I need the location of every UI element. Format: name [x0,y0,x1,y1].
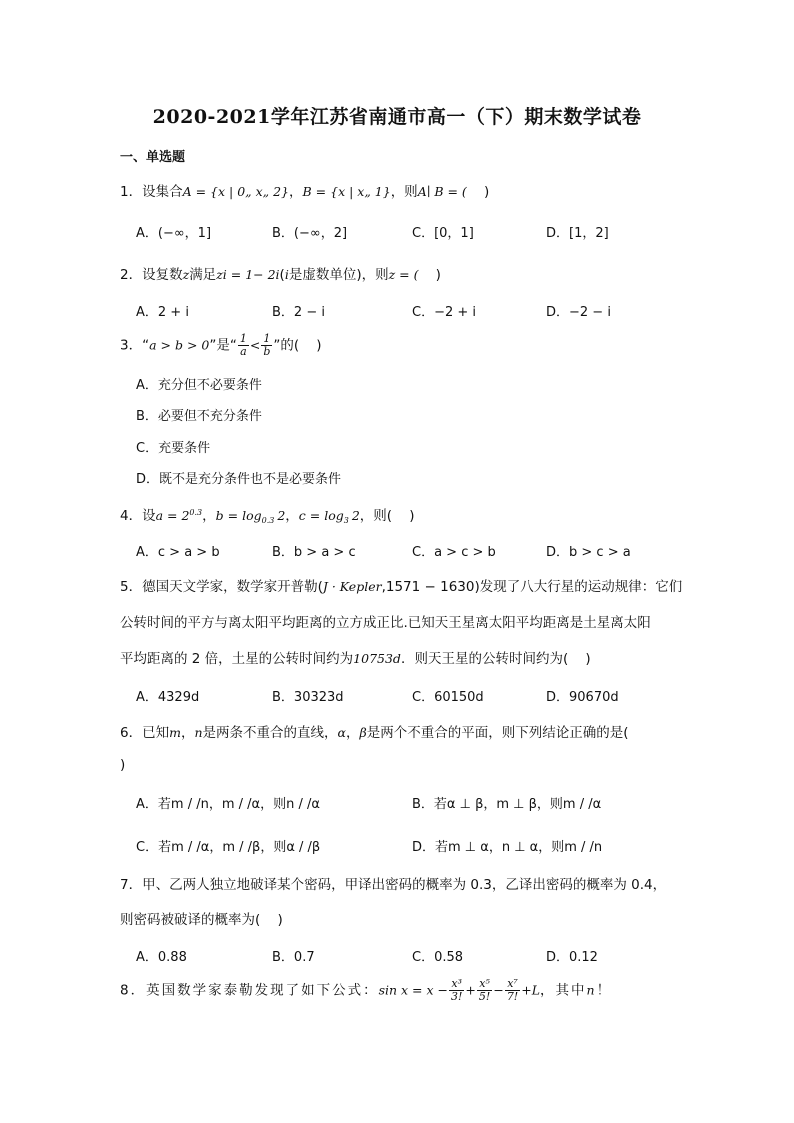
q6-comma-2: ， [345,725,360,741]
q5-period: 10753d [353,651,401,666]
q2-stem-d: 是虚数单位)，则 [288,267,389,283]
q5-line1-a: 5．德国天文学家，数学家开普勒( [120,579,323,595]
q2-option-b: B．2 − i [272,305,325,320]
q3-prefix: 3．“ [120,337,150,354]
q8-t1-den: 3! [451,990,463,1003]
q4-option-d: D．b > c > a [546,545,631,560]
q8-plus: + [465,982,476,998]
q4-b-base: 0.3 [261,516,275,525]
q5-line1-b: ,1571 − 1630)发现了八大行星的运动规律：它们 [381,579,683,595]
q3-option-a: A．充分但不必要条件 [136,378,262,393]
q1-comma: ， [289,184,303,200]
q6-option-a: A．若m / /n，m / /α，则n / /α [136,797,320,812]
q1-expr: A∣ B = ( [417,184,467,199]
q1-stem-b: ，则 [390,184,418,200]
q3-lt: < [249,337,261,353]
q2-blank: ) [418,267,441,283]
q6-line1-c: 是两个不重合的平面，则下列结论正确的是( [366,725,629,741]
q4-c-base: 3 [343,516,349,525]
q7-option-a: A．0.88 [136,950,187,965]
q7-line2-a: 则密码被破译的概率为( [120,912,261,928]
q1-option-b: B．(−∞，2] [272,226,348,241]
q2-equation: zi = 1− 2i [216,267,280,282]
q3-fraction-2 [261,333,272,358]
q5-option-a: A．4329d [136,690,200,705]
q6-comma-1: ， [180,725,195,741]
q1-option-c: C．[0，1] [412,226,474,241]
q5-option-d: D．90670d [546,690,619,705]
q6-beta: β [359,725,367,740]
q3-fraction-1 [238,333,249,358]
q1-set-a: A = {x | 0„ x„ 2} [182,184,290,199]
q2-equation-2: z = ( [388,267,419,282]
q1-set-b: B = {x | x„ 1} [302,184,391,199]
q5-line3-a: 平均距离的 2 倍，土星的公转时间约为 [120,651,354,667]
q6-m: m [169,725,181,740]
q4-c-arg: 2 [351,508,360,523]
q2-stem-a: 2．设复数 [120,267,183,283]
q2-option-c: C．−2 + i [412,305,477,320]
question-7-line-1: 7．甲、乙两人独立地破译某个密码，甲译出密码的概率为 0.3，乙译出密码的概率为 0.4， [120,877,667,893]
question-6-line-1 [120,721,628,741]
q2-z: z [182,267,190,282]
q5-line3-b: ．则天王星的公转时间约为( [400,651,569,667]
question-2 [120,263,441,283]
q2-paren: ( [279,267,285,283]
q7-option-b: B．0.7 [272,950,315,965]
q8-t3-den: 7! [506,990,519,1003]
question-8 [120,978,612,1003]
q4-suffix: ，则( [359,508,393,524]
q6-option-d: D．若m ⊥ α，n ⊥ α，则m / /n [412,840,603,855]
q1-blank: ) [466,184,490,200]
q3-option-b: B．必要但不充分条件 [136,409,262,424]
q7-option-c: C．0.58 [412,950,464,965]
q2-stem-b: 满足 [189,267,217,283]
q8-t3-num: x⁷ [505,978,520,991]
q8-sin: sin x = x − [378,982,448,998]
q4-a-exponent: 0.3 [189,508,203,517]
exam-title: 2020-2021学年江苏省南通市高一（下）期末数学试卷 [152,106,642,128]
q6-line1-a: 6．已知 [120,725,170,741]
q2-i: i [284,267,289,282]
q3-f2-den: b [263,345,271,358]
q4-option-c: C．a > c > b [412,545,496,560]
question-4: 4．设$a = 2^{0.3}$，$b = \log_{0.3} 2$，$c = \log_3 2$，则( ) [120,508,415,525]
q5-kepler: J · Kepler [322,579,382,594]
q6-option-b: B．若α ⊥ β，m ⊥ β，则m / /α [412,797,602,812]
question-1 [120,180,489,200]
question-6-line-2: ) [120,757,126,773]
q3-f1-den: a [240,345,247,358]
q5-option-b: B．30323d [272,690,344,705]
q8-t2-num: x⁵ [477,978,492,991]
q3-blank: ) [299,337,322,354]
q8-t2-den: 5! [478,990,491,1003]
q4-option-b: B．b > a > c [272,545,356,560]
q4-option-a: A．c > a > b [136,545,220,560]
q3-option-d: D．既不是充分条件也不是必要条件 [136,472,342,487]
q8-suffix: ，其中 [540,982,587,999]
q7-option-d: D．0.12 [546,950,598,965]
q8-prefix: 8．英国数学家泰勒发现了如下公式： [120,982,379,999]
q4-b: b = log [215,508,262,523]
question-5-line-1 [120,575,682,595]
q8-n: n [586,982,597,998]
q6-n: n [194,725,203,740]
q4-b-arg: 2 [277,508,286,523]
q4-c: c = log [298,508,344,523]
q8-t1-num: x³ [449,978,464,991]
q4-blank: ) [392,508,415,524]
q8-term-1 [449,978,464,1003]
q6-option-c: C．若m / /α，m / /β，则α / /β [136,840,321,855]
q3-condition: a > b > 0 [149,337,210,353]
q5-option-c: C．60150d [412,690,484,705]
q4-prefix: 4．设 [120,508,156,524]
q1-option-a: A．(−∞，1] [136,226,212,241]
q1-option-d: D．[1，2] [546,226,609,241]
q3-f1-num: 1 [239,332,247,345]
section-heading: 一、单选题 [120,150,186,165]
q3-f2-num: 1 [261,333,272,346]
q2-option-a: A．2 + i [136,305,189,320]
q1-stem: 1．设集合 [120,184,183,200]
q8-term-3 [505,978,520,1003]
q8-term-2 [477,978,492,1003]
q8-minus: − [493,982,504,998]
q3-mid: ”是“ [209,337,237,354]
question-3 [120,333,322,358]
question-7-line-2 [120,908,283,928]
q6-line1-b: 是两条不重合的直线， [202,725,338,741]
q3-suffix: ”的( [273,337,300,354]
q2-option-d: D．−2 − i [546,305,611,320]
q6-alpha: α [337,725,346,740]
q8-tail: +L [521,982,541,998]
q5-blank: ) [568,651,591,667]
question-5-line-2: 公转时间的平方与离太阳平均距离的立方成正比.已知天王星离太阳平均距离是土星离太阳 [120,615,651,631]
q8-excl: ！ [596,982,613,999]
q7-blank: ) [260,912,283,928]
question-5-line-3 [120,647,591,667]
q3-option-c: C．充要条件 [136,441,211,456]
q4-a: a = 2 [155,508,190,523]
